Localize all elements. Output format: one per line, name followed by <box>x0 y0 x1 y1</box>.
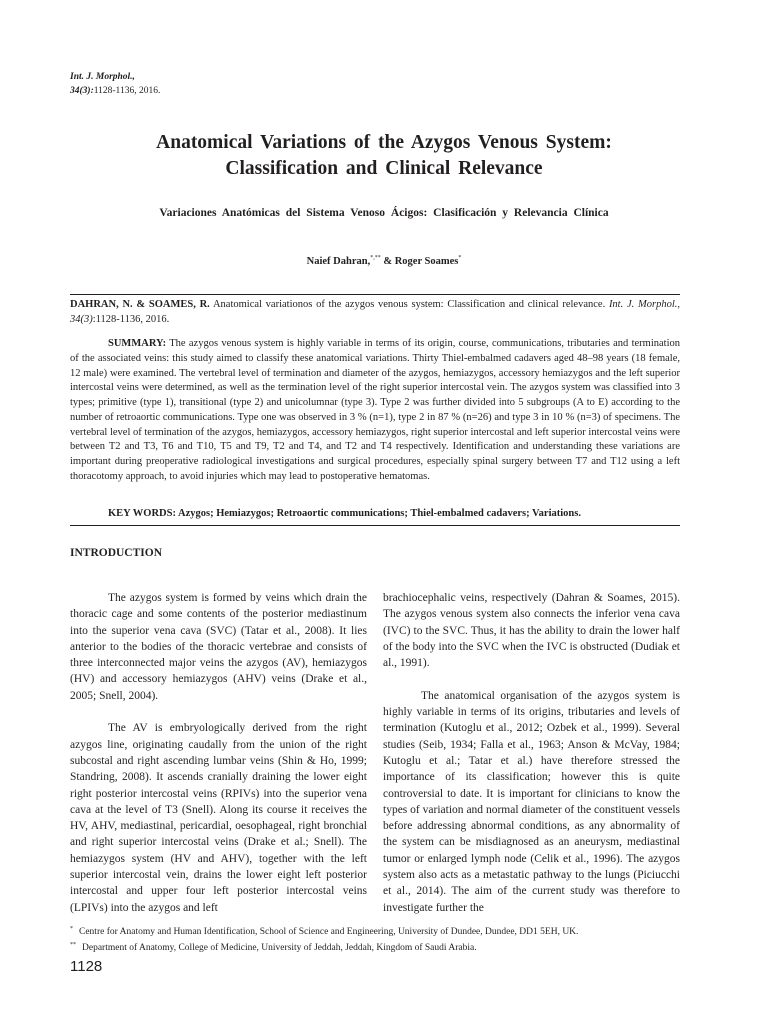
affiliation-footnotes <box>70 923 680 954</box>
title-line-1: Anatomical Variations of the Azygos Venous System: <box>156 132 612 153</box>
right-column <box>383 590 680 932</box>
journal-pages-year: 1128-1136, 2016. <box>93 86 161 96</box>
footnote-1-text: Centre for Anatomy and Human Identification, School of Science and Engineering, University of Dundee, Dundee, DD1 5EH, UK. <box>79 927 579 937</box>
author-2-affiliation-marks: * <box>458 255 462 261</box>
journal-reference <box>70 70 160 98</box>
footnote-1-mark: * <box>70 926 73 932</box>
footnote-2 <box>70 939 680 955</box>
paragraph: The azygos system is formed by veins which drain the thoracic cage and some contents of the posterior mediastinum into the superior vena cava (SVC) (Tatar et al., 2008). It lies anterior to the bodies of the thoracic vertebrae and consists of three interconnected major veins the azygos (AV), hemiazygos (HV) and accessory hemiazygos (AHV) veins (Drake et al., 2005; Snell, 2004). <box>70 592 367 702</box>
paragraph: The AV is embryologically derived from the right azygos line, originating caudally from the union of the right subcostal and right ascending lumbar veins (Shin & Ho, 1999; Standring, 2008). It ascends cranially draining the lower eight right posterior intercostal veins (RPIVs) into the superior vena cava at the level of T3 (Snell). Along its course it receives the HV, AHV, mediastinal, pericardial, oesophageal, right bronchial and right superior intercostal veins (Drake et al.; Snell). The hemiazygos system (HV and AHV), together with the left superior intercostal vein, drains the lower eight left posterior intercostal and upper four left posterior intercostal veins (LPIVs) into the azygos and left <box>70 722 367 914</box>
author-separator: & <box>380 256 395 267</box>
keywords-bottom-rule <box>70 525 680 526</box>
section-heading-introduction: INTRODUCTION <box>70 547 163 559</box>
summary-text: The azygos venous system is highly variable in terms of its origin, course, communications, tributaries and termination of the associated veins: this study aimed to classify these anatomical variations. Thirty Thiel-embalmed cadavers aged 48–98 years (18 female, 12 male) were examined. The vertebral level of termination and diameter of the azygos, hemiazygos, accessory hemiazygos and the left superior intercostal veins were determined, as well as the termination level of the right superior intercostal vein. The azygos system was classified into 3 types; primitive (type 1), transitional (type 2) and unicolumnar (type 3). Type 2 was further divided into 5 subgroups (A to E) according to the number of retroaortic communications. Type one was observed in 3 % (n=1), type 2 in 87 % (n=26) and type 3 in 10 % (n=3) of specimens. The vertebral level of termination of the azygos, hemiazygos, accessory hemiazygos, right superior intercostal and left superior intercostal veins were between T2 and T3, T6 and T10, T5 and T9, T2 and T4, and T2 and T4 respectively. Identification and understanding these variations are important during preoperative radiological investigations and surgical procedures, especially spinal surgery between T7 and T12 using a left thoracotomy approach, to avoid injuries which may lead to postoperative hematomas. <box>70 338 680 482</box>
citation-top-rule <box>70 294 680 295</box>
summary-label: SUMMARY: <box>108 338 167 349</box>
page-number: 1128 <box>70 958 103 975</box>
footnote-2-mark: ** <box>70 941 76 948</box>
article-subtitle: Variaciones Anatómicas del Sistema Venoso Ácigos: Clasificación y Relevancia Clínica <box>159 207 609 219</box>
author-list <box>90 255 678 267</box>
journal-volume-issue: 34(3): <box>70 86 94 96</box>
footnote-2-text: Department of Anatomy, College of Medicine, University of Jeddah, Jeddah, Kingdom of Saudi Arabia. <box>82 942 477 953</box>
author-1: Naief Dahran, <box>306 256 371 267</box>
article-title <box>90 130 678 182</box>
paragraph: The anatomical organisation of the azygos system is highly variable in terms of its origins, tributaries and levels of termination (Kutoglu et al., 2012; Ozbek et al., 1999). Several studies (Seib, 1934; Falla et al., 1963; Anson & McVay, 1984; Kutoglu et al.; Tatar et al.) have therefore stressed the importance of its classification; however this is quite controversial to date. It is important for clinicians to know the types of variation and normal diameter of the constituent vessels before addressing abnormal conditions, as any abnormality of the system can be misdiagnosed as an aneurysm, mediastinal tumor or enlarged lymph node (Celik et al., 1996). The azygos system also acts as a metastatic pathway to the lungs (Piciucchi et al., 2014). The aim of the current study was therefore to investigate further the <box>383 689 680 914</box>
citation-pages: :1128-1136, 2016. <box>92 314 170 325</box>
citation-authors: DAHRAN, N. & SOAMES, R. <box>70 299 210 310</box>
citation-journal: Int. J. Morphol., 34(3) <box>70 299 680 325</box>
citation-text: Anatomical variationos of the azygos venous system: Classification and clinical relevance. <box>209 299 609 310</box>
citation-block <box>70 297 680 327</box>
left-column <box>70 590 367 932</box>
author-1-affiliation-marks: *,** <box>370 255 381 261</box>
footnote-1 <box>70 923 680 939</box>
keywords: KEY WORDS: Azygos; Hemiazygos; Retroaortic communications; Thiel-embalmed cadavers; Variations. <box>108 508 581 519</box>
author-2: Roger Soames <box>394 256 459 267</box>
title-line-2: Classification and Clinical Relevance <box>225 158 543 179</box>
journal-name: Int. J. Morphol., <box>70 72 135 82</box>
paragraph: brachiocephalic veins, respectively (Dahran & Soames, 2015). The azygos venous system also connects the inferior vena cava (IVC) to the SVC. Thus, it has the ability to drain the lower half of the body into the SVC when the IVC is obstructed (Dudiak et al., 1991). <box>383 592 680 670</box>
summary-abstract <box>70 337 680 485</box>
